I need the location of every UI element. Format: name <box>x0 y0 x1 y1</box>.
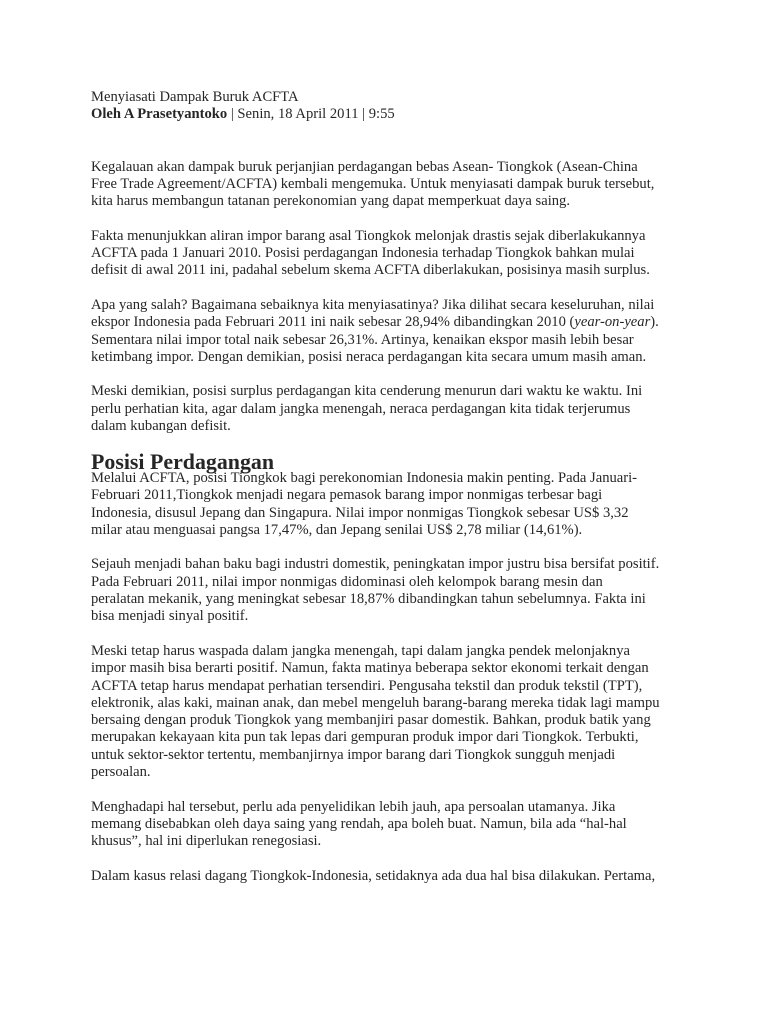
paragraph-text: ekspor Indonesia pada Februari 2011 ini naik sebesar 28,94% dibandingkan 2010 ( <box>91 314 575 331</box>
paragraph-line: Fakta menunjukkan aliran impor barang asal Tiongkok melonjak drastis sejak diberlakukannya <box>91 227 646 244</box>
paragraph-line <box>91 314 698 331</box>
paragraph-5 <box>91 470 698 539</box>
paragraph-line: bersaing dengan produk Tiongkok yang membanjiri pasar domestik. Bahkan, produk batik yang <box>91 712 651 729</box>
paragraph-line: ketimbang impor. Dengan demikian, posisi neraca perdagangan kita secara umum masih aman. <box>91 348 647 365</box>
paragraph-7 <box>91 643 698 781</box>
paragraph-line: Sejauh menjadi bahan baku bagi industri domestik, peningkatan impor justru bisa bersifat positif. <box>91 556 660 573</box>
spacer <box>91 539 698 556</box>
paragraph-line: Indonesia, disusul Jepang dan Singapura. Nilai impor nonmigas Tiongkok sebesar US$ 3,32 <box>91 504 629 521</box>
paragraph-line: impor masih bisa berarti positif. Namun, fakta matinya beberapa sektor ekonomi terkait dengan <box>91 660 649 677</box>
spacer <box>91 124 698 159</box>
paragraph-line: bisa menjadi sinyal positif. <box>91 608 249 625</box>
paragraph-line: Menghadapi hal tersebut, perlu ada penyelidikan lebih jauh, apa persoalan utamanya. Jika <box>91 798 616 815</box>
paragraph-line: ACFTA tetap harus mendapat perhatian tersendiri. Pengusaha tekstil dan produk tekstil (TPT), <box>91 677 643 694</box>
paragraph-line: Pada Februari 2011, nilai impor nonmigas didominasi oleh kelompok barang mesin dan <box>91 573 603 590</box>
paragraph-3 <box>91 297 698 366</box>
paragraph-line: milar atau menguasai pangsa 17,47%, dan Jepang senilai US$ 2,78 miliar (14,61%). <box>91 521 583 538</box>
paragraph-line: memang disebabkan oleh daya saing yang rendah, apa boleh buat. Namun, bila ada “hal-hal <box>91 815 627 832</box>
paragraph-4 <box>91 383 698 435</box>
paragraph-line: dalam kubangan defisit. <box>91 418 231 435</box>
italic-term: year-on-year <box>574 314 651 331</box>
spacer <box>91 781 698 798</box>
paragraph-line: khusus”, hal ini diperlukan renegosiasi. <box>91 833 322 850</box>
paragraph-line: Apa yang salah? Bagaimana sebaiknya kita menyiasatinya? Jika dilihat secara keseluruhan, nilai <box>91 296 655 313</box>
paragraph-line: Melalui ACFTA, posisi Tiongkok bagi perekonomian Indonesia makin penting. Pada Januari- <box>91 469 638 486</box>
author-name: Oleh A Prasetyantoko <box>91 106 228 123</box>
paragraph-2 <box>91 228 698 280</box>
paragraph-line: Kegalauan akan dampak buruk perjanjian perdagangan bebas Asean- Tiongkok (Asean-China <box>91 158 638 175</box>
paragraph-line: defisit di awal 2011 ini, padahal sebelum skema ACFTA diberlakukan, posisinya masih surplus. <box>91 262 650 279</box>
paragraph-9 <box>91 868 698 885</box>
paragraph-line: Free Trade Agreement/ACFTA) kembali mengemuka. Untuk menyiasati dampak buruk tersebut, <box>91 175 655 192</box>
paragraph-line: persoalan. <box>91 763 151 780</box>
paragraph-line: ACFTA pada 1 Januari 2010. Posisi perdagangan Indonesia terhadap Tiongkok bahkan mulai <box>91 245 635 262</box>
publish-date: | Senin, 18 April 2011 | 9:55 <box>227 106 395 123</box>
article-title: Menyiasati Dampak Buruk ACFTA <box>91 89 299 105</box>
paragraph-line: Meski tetap harus waspada dalam jangka menengah, tapi dalam jangka pendek melonjaknya <box>91 642 630 659</box>
paragraph-8 <box>91 799 698 851</box>
section-heading: Posisi Perdagangan <box>91 448 275 474</box>
paragraph-line: peralatan mekanik, yang meningkat sebesar 18,87% dibandingkan tahun sebelumnya. Fakta ini <box>91 591 646 608</box>
paragraph-6 <box>91 556 698 625</box>
spacer <box>91 626 698 643</box>
paragraph-line: Meski demikian, posisi surplus perdagangan kita cenderung menurun dari waktu ke waktu. Ini <box>91 383 643 400</box>
paragraph-line: kita harus membangun tatanan perekonomian yang dapat memperkuat daya saing. <box>91 193 570 210</box>
paragraph-line: untuk sektor-sektor tertentu, membanjirnya impor barang dari Tiongkok sungguh menjadi <box>91 746 616 763</box>
paragraph-line: Sementara nilai impor total naik sebesar 26,31%. Artinya, kenaikan ekspor masih lebih besar <box>91 331 634 348</box>
spacer <box>91 366 698 383</box>
spacer <box>91 850 698 867</box>
byline <box>91 106 698 123</box>
spacer <box>91 280 698 297</box>
paragraph-line: Februari 2011,Tiongkok menjadi negara pemasok barang impor nonmigas terbesar bagi <box>91 487 603 504</box>
spacer <box>91 210 698 227</box>
paragraph-line: Dalam kasus relasi dagang Tiongkok-Indonesia, setidaknya ada dua hal bisa dilakukan. Pertama, <box>91 867 656 884</box>
paragraph-line: merupakan kekayaan kita pun tak lepas dari gempuran produk impor dari Tiongkok. Terbukti, <box>91 729 639 746</box>
paragraph-line: perlu perhatian kita, agar dalam jangka menengah, neraca perdagangan kita tidak terjerumus <box>91 400 631 417</box>
paragraph-1 <box>91 159 698 211</box>
paragraph-line: elektronik, alas kaki, mainan anak, dan mebel mengeluh barang-barang mereka tidak lagi mampu <box>91 694 660 711</box>
paragraph-text: ). <box>650 314 659 331</box>
